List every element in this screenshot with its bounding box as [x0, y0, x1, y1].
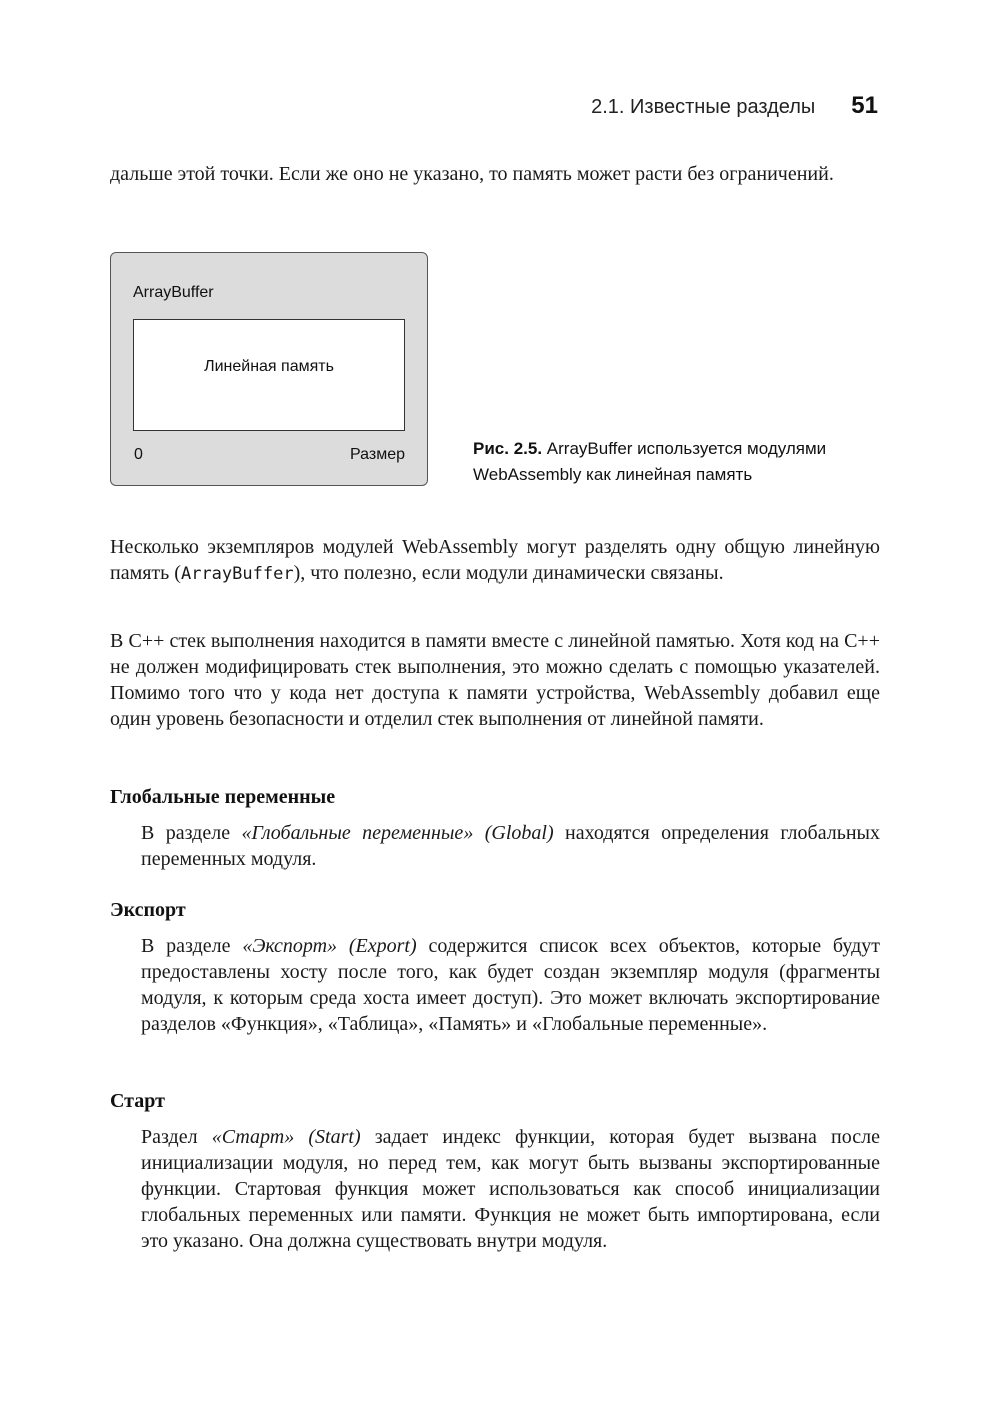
section-body-global	[141, 820, 880, 872]
body-text: В разделе	[141, 935, 243, 957]
paragraph-stack	[110, 628, 880, 732]
paragraph-text: Несколько экземпляров модулей WebAssembly могут разделять одну общую линейную память (	[110, 536, 880, 584]
arraybuffer-label: ArrayBuffer	[133, 284, 214, 301]
linear-memory-label: Линейная память	[204, 358, 334, 375]
memory-start-label: 0	[134, 446, 143, 463]
section-body-start	[141, 1124, 880, 1254]
figure-number: Рис. 2.5.	[473, 439, 543, 458]
section-body-export	[141, 933, 880, 1037]
body-text: задает индекс функции, которая будет вызвана после инициализации модуля, но перед тем, как могут быть вызваны экспортированные функции. Стартовая функция может использоваться как способ инициализации глобальных переменных или памяти. Функция не может быть импортирована, если это указано. Она должна существовать внутри модуля.	[141, 1126, 880, 1252]
memory-size-label: Размер	[350, 446, 405, 463]
body-text: В разделе	[141, 822, 242, 844]
body-text: содержится список всех объектов, которые будут предоставлены хосту после того, как будет создан экземпляр модуля (фрагменты модуля, к которым среда хоста имеет доступ). Это может включать экспортирование разделов «Функция», «Таблица», «Память» и «Глобальные переменные».	[141, 935, 880, 1035]
section-heading-global: Глобальные переменные	[110, 786, 336, 808]
page-number: 51	[851, 92, 878, 119]
figure-arraybuffer-diagram	[110, 252, 428, 486]
linear-memory-box	[133, 319, 405, 431]
body-text: находятся определения глобальных переменных модуля.	[141, 822, 880, 870]
inline-code: ArrayBuffer	[180, 564, 294, 584]
figure-caption	[473, 436, 893, 488]
body-text: Раздел	[141, 1126, 212, 1148]
section-heading-start: Старт	[110, 1090, 165, 1112]
running-header	[591, 92, 878, 120]
paragraph-text: В C++ стек выполнения находится в памяти вместе с линейной памятью. Хотя код на C++ не должен модифицировать стек выполнения, это можно сделать с помощью указателей. Помимо того что у кода нет доступа к памяти устройства, WebAssembly добавил еще один уровень безопасности и отделил стек выполнения от линейной памяти.	[110, 630, 880, 730]
paragraph-shared-memory	[110, 534, 880, 587]
section-heading-export: Экспорт	[110, 899, 186, 921]
paragraph-continuation	[110, 161, 880, 187]
running-title: 2.1. Известные разделы	[591, 96, 816, 118]
section-term: «Экспорт» (Export)	[242, 935, 417, 957]
paragraph-text: дальше этой точки. Если же оно не указано, то память может расти без ограничений.	[110, 163, 834, 185]
figure-caption-text: ArrayBuffer используется модулями WebAssembly как линейная память	[473, 439, 827, 484]
section-term: «Старт» (Start)	[211, 1126, 361, 1148]
paragraph-text: ), что полезно, если модули динамически связаны.	[293, 562, 724, 584]
section-term: «Глобальные переменные» (Global)	[241, 822, 554, 844]
